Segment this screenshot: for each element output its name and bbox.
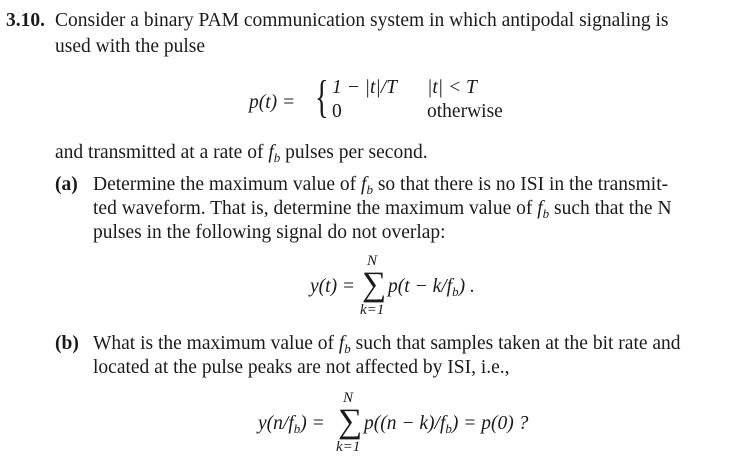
problem-after-pulse: and transmitted at a rate of $f_b$ pulses per second. (55, 142, 428, 165)
part-a-eq-upper: N (367, 253, 378, 269)
pulse-eq-case2-cond: otherwise (427, 101, 503, 122)
part-a-line3: pulses in the following signal do not overlap: (93, 222, 446, 243)
part-a-eq-term: $p(t - k/f_b)$ . (388, 276, 475, 299)
part-b-eq-upper: N (343, 390, 354, 406)
part-b-eq-lhs: $y(n/f_b)$ = (258, 413, 325, 436)
part-b-label: (b) (55, 333, 79, 354)
pulse-eq-case1-cond: |t| < T (427, 77, 477, 98)
part-a-eq-lhs: y(t) = (310, 276, 356, 297)
pulse-eq-lhs: p(t) = (249, 92, 296, 113)
part-a-sum-sign: ∑ (362, 266, 387, 303)
problem-intro-line2: used with the pulse (55, 36, 206, 57)
pulse-eq-case1-expr: 1 − |t|/T (332, 77, 398, 98)
part-b-sum-sign: ∑ (338, 403, 363, 440)
part-a-line2: ted waveform. That is, determine the maximum value of $f_b$ such that the N (93, 198, 672, 221)
pulse-eq-case2-expr: 0 (332, 101, 342, 122)
part-b-line2: located at the pulse peaks are not affected by ISI, i.e., (93, 357, 510, 378)
problem-number: 3.10. (6, 10, 45, 31)
part-b-eq-lower: k=1 (336, 439, 361, 455)
part-a-eq-lower: k=1 (360, 302, 385, 318)
part-a-line1: Determine the maximum value of $f_b$ so that there is no ISI in the transmit- (93, 174, 669, 197)
pulse-eq-brace: { (315, 71, 329, 122)
problem-intro-line1: Consider a binary PAM communication system in which antipodal signaling is (55, 10, 669, 31)
part-b-eq-term: $p((n - k)/f_b) = p(0)$ ? (364, 413, 529, 436)
part-b-line1: What is the maximum value of $f_b$ such that samples taken at the bit rate and (93, 333, 681, 356)
part-a-label: (a) (55, 174, 78, 195)
